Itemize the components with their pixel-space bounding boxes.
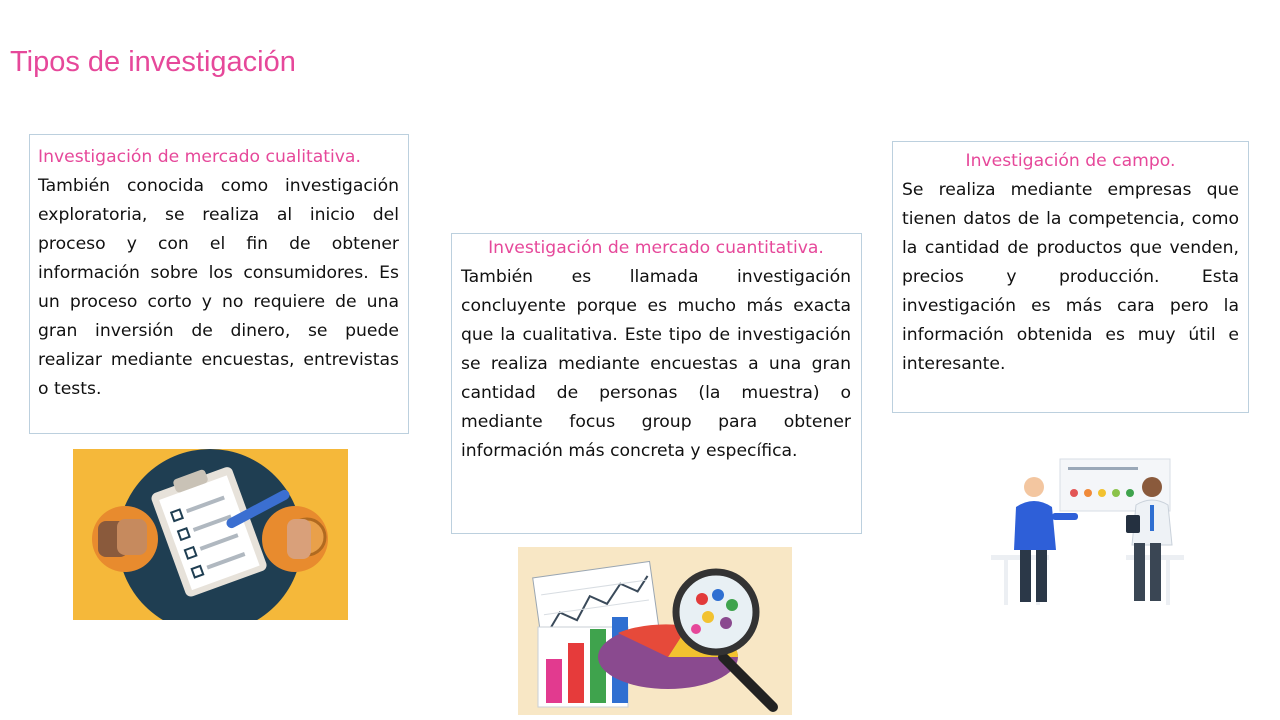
card-body: También es llamada investigación concluyente porque es mucho más exacta que la cualitativa. Este tipo de investigación se realiza mediante encuestas a una gran cantidad de personas (la muestra) o mediante focus group para obtener información más concreta y específica. (461, 267, 851, 461)
card-heading: Investigación de mercado cuantitativa. (488, 238, 824, 258)
card-heading: Investigación de mercado cualitativa. (38, 147, 361, 167)
charts-magnifier-illustration (518, 547, 792, 715)
card-cualitativa (29, 134, 409, 434)
card-cuantitativa (451, 233, 862, 534)
clipboard-handshake-illustration (73, 449, 348, 620)
card-body: Se realiza mediante empresas que tienen datos de la competencia, como la cantidad de productos que venden, precios y producción. Esta investigación es más cara pero la información obtenida es muy útil e interesante. (902, 180, 1239, 374)
slide-title: Tipos de investigación (10, 46, 296, 78)
card-body: También conocida como investigación exploratoria, se realiza al inicio del proceso y con el fin de obtener información sobre los consumidores. Es un proceso corto y no requiere de una gran inversión de dinero, se puede realizar mediante encuestas, entrevistas o tests. (38, 176, 399, 399)
presenters-dashboard-illustration (986, 455, 1206, 610)
card-campo (892, 141, 1249, 413)
card-heading: Investigación de campo. (965, 151, 1176, 171)
